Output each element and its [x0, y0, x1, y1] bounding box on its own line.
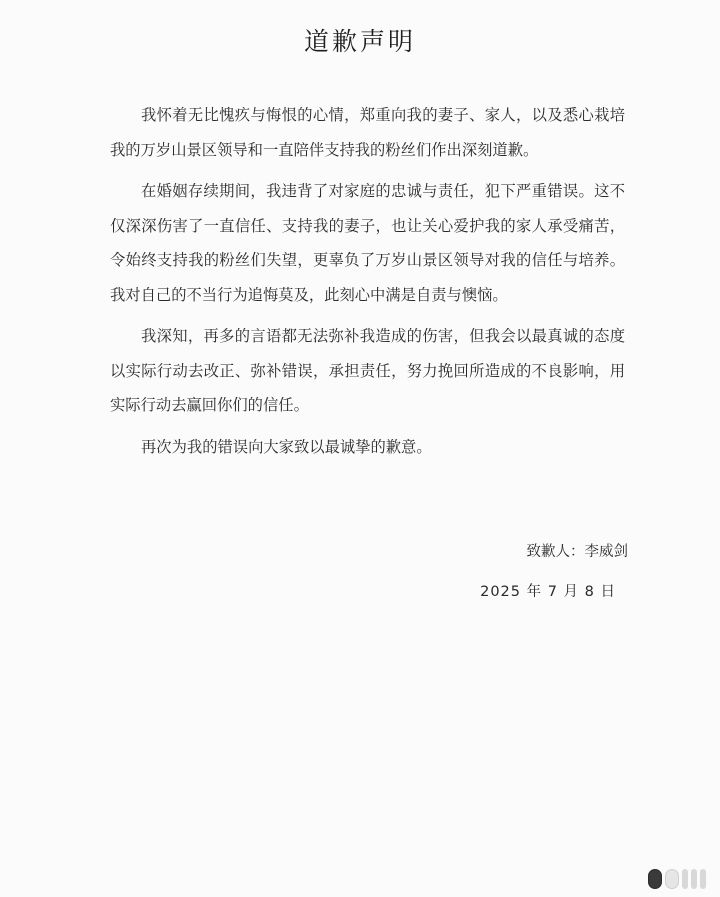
paragraph: 我怀着无比愧疚与悔恨的心情，郑重向我的妻子、家人，以及悉心栽培我的万岁山景区领导和一直陪伴支持我的粉丝们作出深刻道歉。: [110, 106, 625, 159]
signature-line: 致歉人：李威剑: [526, 544, 628, 560]
platform-watermark-icon: [648, 869, 706, 889]
paragraph: 再次为我的错误向大家致以最诚挚的歉意。: [141, 437, 432, 456]
watermark-bar-icon: [691, 869, 697, 889]
date-line: 2025 年 7 月 8 日: [480, 584, 616, 600]
watermark-dot-icon: [648, 869, 662, 889]
paragraph: 在婚姻存续期间，我违背了对家庭的忠诚与责任，犯下严重错误。这不仅深深伤害了一直信任、支持我的妻子，也让关心爱护我的家人承受痛苦，令始终支持我的粉丝们失望，更辜负了万岁山景区领导对我的信任与培养。我对自己的不当行为追悔莫及，此刻心中满是自责与懊恼。: [110, 182, 625, 304]
watermark-dot-icon: [665, 869, 679, 889]
statement-body: [110, 98, 625, 471]
watermark-bar-icon: [682, 869, 688, 889]
document-title: 道歉声明: [303, 27, 416, 56]
paragraph: 我深知，再多的言语都无法弥补我造成的伤害，但我会以最真诚的态度以实际行动去改正、弥补错误，承担责任，努力挽回所造成的不良影响，用实际行动去赢回你们的信任。: [110, 327, 625, 414]
watermark-bar-icon: [700, 869, 706, 889]
